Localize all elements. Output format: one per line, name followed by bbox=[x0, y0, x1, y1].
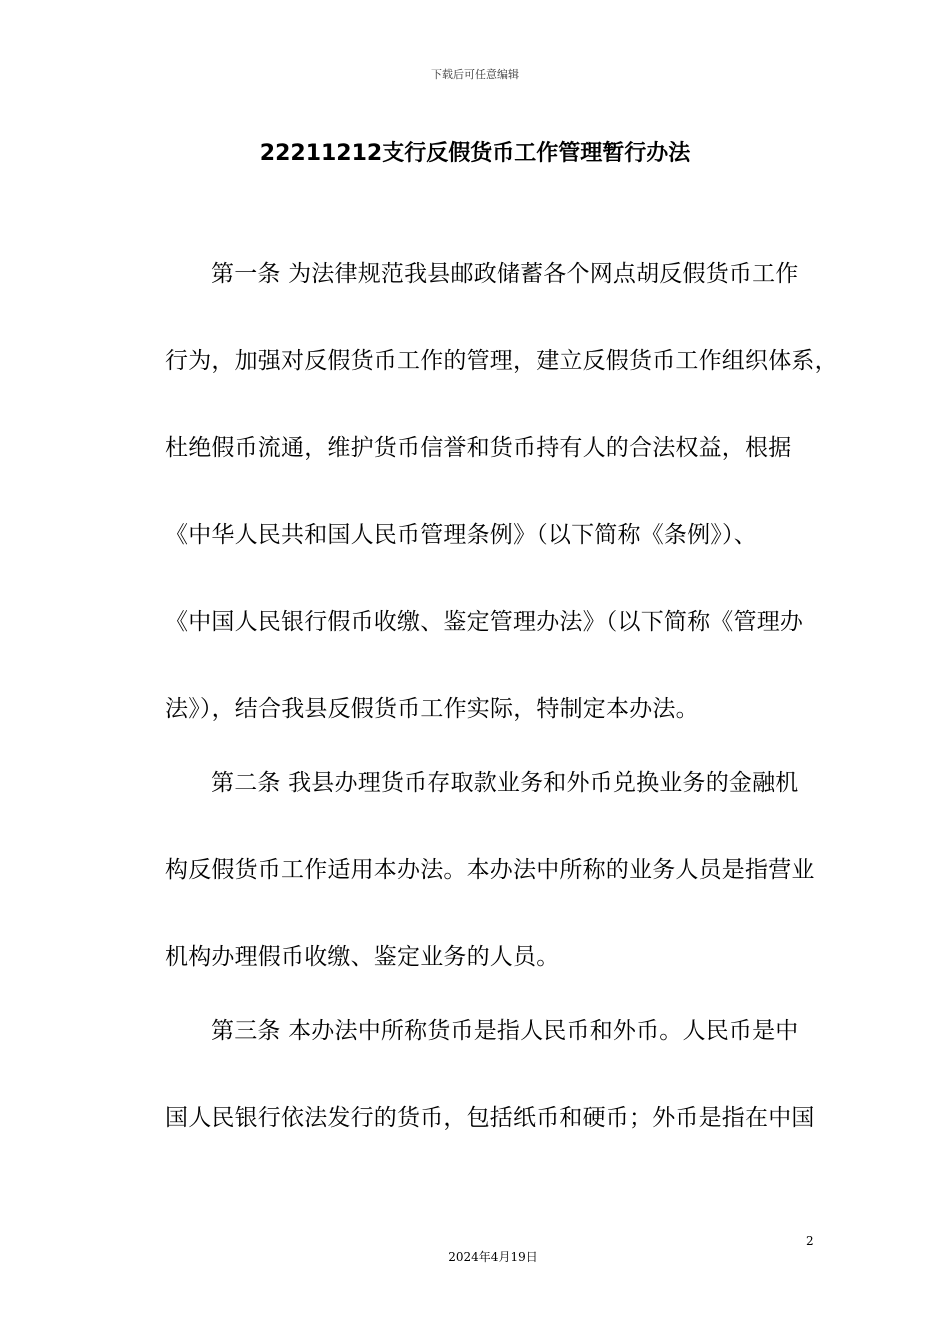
page-number: 2 bbox=[806, 1234, 814, 1248]
article-1-line-2: 行为，加强对反假货币工作的管理，建立反假货币工作组织体系， bbox=[165, 348, 838, 374]
document-title: 22211212支行反假货币工作管理暂行办法 bbox=[259, 141, 691, 166]
article-2-line-1: 第二条 我县办理货币存取款业务和外币兑换业务的金融机 bbox=[211, 770, 799, 796]
article-1-line-3: 杜绝假币流通，维护货币信誉和货币持有人的合法权益，根据 bbox=[165, 435, 792, 461]
article-3-line-2: 国人民银行依法发行的货币，包括纸币和硬币；外币是指在中国 bbox=[165, 1105, 815, 1131]
article-1-line-5: 《中国人民银行假币收缴、鉴定管理办法》（以下简称《管理办 bbox=[165, 609, 804, 635]
article-1-line-4: 《中华人民共和国人民币管理条例》（以下简称《条例》）、 bbox=[165, 522, 757, 548]
article-2-line-3: 机构办理假币收缴、鉴定业务的人员。 bbox=[165, 944, 560, 970]
page-footer-date: 2024年4月19日 bbox=[448, 1250, 538, 1264]
article-3-line-1: 第三条 本办法中所称货币是指人民币和外币。人民币是中 bbox=[211, 1018, 799, 1044]
article-1-line-1: 第一条 为法律规范我县邮政储蓄各个网点胡反假货币工作 bbox=[211, 261, 799, 287]
page-header: 下载后可任意编辑 bbox=[431, 68, 519, 81]
article-2-line-2: 构反假货币工作适用本办法。本办法中所称的业务人员是指营业 bbox=[165, 857, 815, 883]
article-1-line-6: 法》），结合我县反假货币工作实际，特制定本办法。 bbox=[165, 696, 699, 722]
